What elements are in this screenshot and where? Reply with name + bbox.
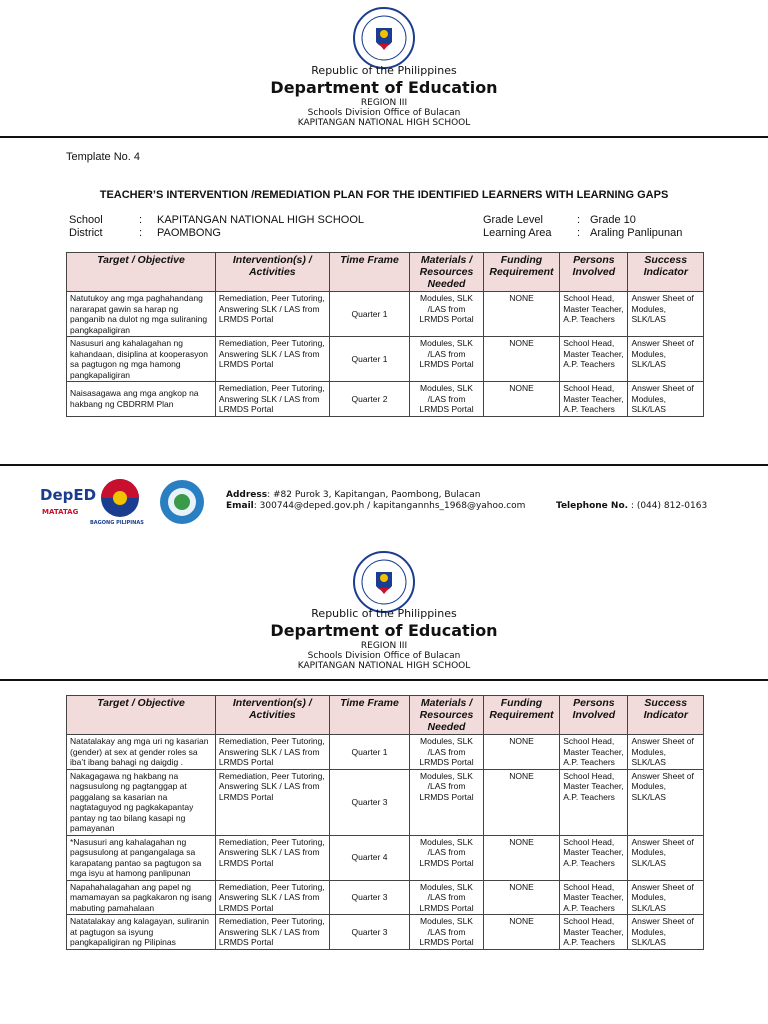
cell-time: Quarter 1 [329,735,410,770]
cell-indicator: Answer Sheet of Modules, SLK/LAS [628,915,704,950]
table-row [67,769,704,835]
cell-materials: Modules, SLK /LAS from LRMDS Portal [410,769,483,835]
cell-objective: Natutukoy ang mga paghahandang nararapat gawin sa harap ng panganib na dulot ng mga suliraning pangkapaligiran [67,292,216,337]
district-value: PAOMBONG [157,227,221,239]
cell-materials: Modules, SLK /LAS from LRMDS Portal [410,292,483,337]
cell-materials: Modules, SLK /LAS from LRMDS Portal [410,835,483,880]
grade-label: Grade Level [483,214,543,226]
cell-intervention: Remediation, Peer Tutoring, Answering SLK / LAS from LRMDS Portal [215,382,329,417]
deped-logo: DepED [40,486,97,504]
school-line: KAPITANGAN NATIONAL HIGH SCHOOL [297,661,471,671]
cell-time: Quarter 1 [329,292,410,337]
col-intervention: Intervention(s) / Activities [215,253,329,292]
school-label: School [69,214,103,226]
school-seal-icon [158,478,206,526]
col-funding: Funding Requirement [483,696,560,735]
cell-intervention: Remediation, Peer Tutoring, Answering SLK / LAS from LRMDS Portal [215,915,329,950]
table-row [67,835,704,880]
col-intervention: Intervention(s) / Activities [215,696,329,735]
telephone-value: : (044) 812-0163 [628,501,708,511]
table-row [67,735,704,770]
col-time: Time Frame [329,253,410,292]
cell-materials: Modules, SLK /LAS from LRMDS Portal [410,382,483,417]
area-value: Araling Panlipunan [590,227,683,239]
district-label: District [69,227,103,239]
cell-funding: NONE [483,835,560,880]
cell-objective: *Nasusuri ang kahalagahan ng pagsusulong at pangangalaga sa karapatang pantao sa pagtugon sa mga isyu at hamong panlipunan [67,835,216,880]
cell-funding: NONE [483,382,560,417]
division-line: Schools Division Office of Bulacan [307,651,461,661]
col-materials: Materials / Resources Needed [410,696,483,735]
intervention-table-1 [66,252,704,417]
sep: : [139,227,143,239]
cell-persons: School Head, Master Teacher, A.P. Teachers [560,735,628,770]
col-persons: Persons Involved [560,696,628,735]
cell-intervention: Remediation, Peer Tutoring, Answering SLK / LAS from LRMDS Portal [215,735,329,770]
cell-indicator: Answer Sheet of Modules, SLK/LAS [628,880,704,915]
cell-intervention: Remediation, Peer Tutoring, Answering SLK / LAS from LRMDS Portal [215,835,329,880]
address-label: Address [226,490,268,500]
footer [0,470,768,540]
plan-title: TEACHER’S INTERVENTION /REMEDIATION PLAN FOR THE IDENTIFIED LEARNERS WITH LEARNING GAPS [99,189,669,201]
cell-indicator: Answer Sheet of Modules, SLK/LAS [628,835,704,880]
area-label: Learning Area [483,227,552,239]
info-left [69,214,364,240]
cell-objective: Naisasagawa ang mga angkop na hakbang ng CBDRRM Plan [67,382,216,417]
school-value: KAPITANGAN NATIONAL HIGH SCHOOL [157,214,364,226]
cell-persons: School Head, Master Teacher, A.P. Teachers [560,337,628,382]
department-title: Department of Education [270,621,498,640]
cell-time: Quarter 4 [329,835,410,880]
col-target: Target / Objective [67,253,216,292]
cell-funding: NONE [483,292,560,337]
cell-persons: School Head, Master Teacher, A.P. Teachers [560,769,628,835]
email-label: Email [226,501,254,511]
cell-indicator: Answer Sheet of Modules, SLK/LAS [628,769,704,835]
col-persons: Persons Involved [560,253,628,292]
cell-funding: NONE [483,769,560,835]
cell-funding: NONE [483,915,560,950]
col-target: Target / Objective [67,696,216,735]
table-row [67,915,704,950]
telephone [556,501,707,511]
header-rule [0,136,768,138]
col-indicator: Success Indicator [628,696,704,735]
department-title: Department of Education [270,78,498,97]
template-label: Template No. 4 [66,151,140,163]
cell-indicator: Answer Sheet of Modules, SLK/LAS [628,735,704,770]
cell-persons: School Head, Master Teacher, A.P. Teachers [560,915,628,950]
cell-objective: Nakagagawa ng hakbang na nagsusulong ng pagtanggap at paggalang sa kasarian na nagtataguyod ng pagkakapantay pantay ng tao bilang kasapi ng pamayanan [67,769,216,835]
cell-intervention: Remediation, Peer Tutoring, Answering SLK / LAS from LRMDS Portal [215,292,329,337]
cell-time: Quarter 1 [329,337,410,382]
address-block [226,490,525,512]
col-funding: Funding Requirement [483,253,560,292]
cell-indicator: Answer Sheet of Modules, SLK/LAS [628,337,704,382]
sep: : [139,214,143,226]
grade-value: Grade 10 [590,214,636,226]
table-row [67,292,704,337]
col-materials: Materials / Resources Needed [410,253,483,292]
cell-persons: School Head, Master Teacher, A.P. Teachers [560,382,628,417]
bagong-pilipinas-label: BAGONG PILIPINAS [90,520,144,526]
cell-objective: Nasusuri ang kahalagahan ng kahandaan, disiplina at kooperasyon sa pagtugon ng mga hamong pangkapaligiran [67,337,216,382]
cell-funding: NONE [483,735,560,770]
cell-time: Quarter 3 [329,915,410,950]
cell-persons: School Head, Master Teacher, A.P. Teachers [560,835,628,880]
cell-persons: School Head, Master Teacher, A.P. Teachers [560,880,628,915]
cell-time: Quarter 3 [329,769,410,835]
cell-objective: Natatalakay ang mga uri ng kasarian (gender) at sex at gender roles sa iba’t ibang bahagi ng daigdig . [67,735,216,770]
republic-line: Republic of the Philippines [311,64,457,77]
cell-materials: Modules, SLK /LAS from LRMDS Portal [410,735,483,770]
cell-time: Quarter 2 [329,382,410,417]
info-right [483,214,682,240]
cell-persons: School Head, Master Teacher, A.P. Teachers [560,292,628,337]
deped-seal-icon [352,6,416,70]
republic-line: Republic of the Philippines [311,607,457,620]
col-time: Time Frame [329,696,410,735]
telephone-label: Telephone No. [556,501,629,511]
footer-rule [0,464,768,466]
bagong-pilipinas-icon [92,476,148,520]
region-line: REGION III [360,641,408,651]
cell-indicator: Answer Sheet of Modules, SLK/LAS [628,382,704,417]
sep: : [577,214,581,226]
email-value: : 300744@deped.gov.ph / kapitangannhs_1968@yahoo.com [253,501,526,511]
cell-materials: Modules, SLK /LAS from LRMDS Portal [410,880,483,915]
cell-materials: Modules, SLK /LAS from LRMDS Portal [410,337,483,382]
table-row [67,382,704,417]
region-line: REGION III [360,98,408,108]
cell-intervention: Remediation, Peer Tutoring, Answering SLK / LAS from LRMDS Portal [215,337,329,382]
cell-intervention: Remediation, Peer Tutoring, Answering SLK / LAS from LRMDS Portal [215,880,329,915]
table-row [67,337,704,382]
cell-funding: NONE [483,337,560,382]
deped-seal-icon [352,550,416,614]
school-line: KAPITANGAN NATIONAL HIGH SCHOOL [297,118,471,128]
division-line: Schools Division Office of Bulacan [307,108,461,118]
cell-materials: Modules, SLK /LAS from LRMDS Portal [410,915,483,950]
cell-objective: Napahahalagahan ang papel ng mamamayan sa pagkakaron ng isang mabuting pamahalaan [67,880,216,915]
matatag-logo: MATATAG [42,508,79,516]
header-rule [0,679,768,681]
col-indicator: Success Indicator [628,253,704,292]
cell-funding: NONE [483,880,560,915]
table-row [67,880,704,915]
cell-time: Quarter 3 [329,880,410,915]
cell-intervention: Remediation, Peer Tutoring, Answering SLK / LAS from LRMDS Portal [215,769,329,835]
sep: : [577,227,581,239]
cell-objective: Natatalakay ang kalagayan, suliranin at pagtugon sa isyung pangkapaligiran ng Pilipinas [67,915,216,950]
address-value: : #82 Purok 3, Kapitangan, Paombong, Bulacan [267,490,481,500]
cell-indicator: Answer Sheet of Modules, SLK/LAS [628,292,704,337]
intervention-table-2 [66,695,704,950]
